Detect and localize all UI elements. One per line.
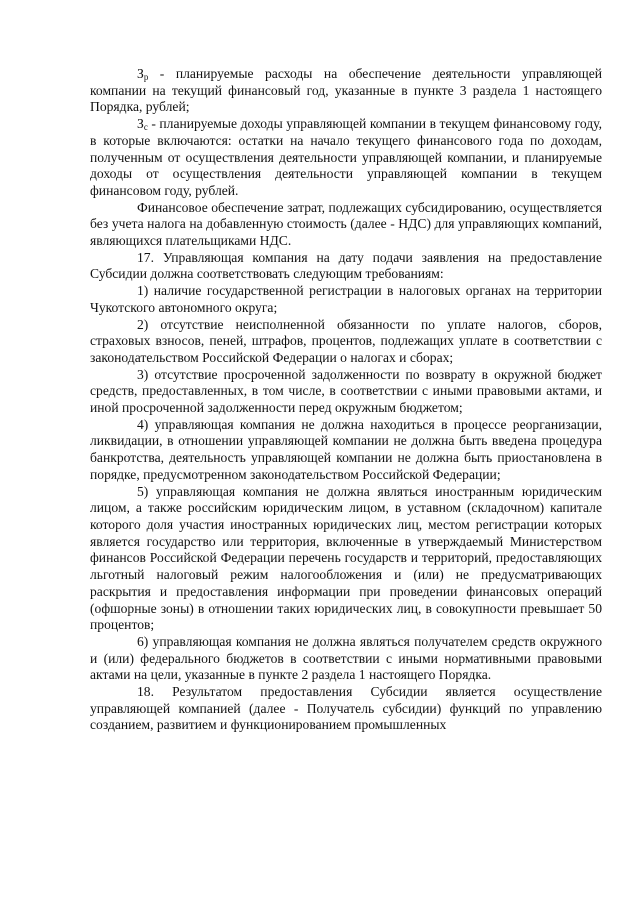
paragraph-text: - планируемые расходы на обеспечение деятельности управляющей компании на текущий финансовый год, указанные в пункте 3 раздела 1 настоящего Порядка, рублей; — [90, 66, 602, 115]
paragraph-requirement-5: 5) управляющая компания не должна являться иностранным юридическим лицом, а также российским юридическим лицом, в уставном (складочном) капитале которого доля участия иностранных юридических лиц, местом регистрации которых является государство или территория, включенные в утверждаемый Министерством финансов Российской Федерации перечень государств и территорий, предоставляющих льготный налоговый режим налогообложения и (или) не предусматривающих раскрытия и предоставления информации при проведении финансовых операций (офшорные зоны) в отношении таких юридических лиц, в совокупности превышает 50 процентов; — [90, 483, 602, 633]
paragraph-item-17: 17. Управляющая компания на дату подачи заявления на предоставление Субсидии должна соответствовать следующим требованиям: — [90, 249, 602, 282]
symbol-subscript: р — [143, 72, 149, 82]
document-body — [90, 66, 602, 734]
paragraph-expense-definition — [90, 66, 602, 116]
paragraph-text: - планируемые доходы управляющей компании в текущем финансовому году, в которые включаются: остатки на начало текущего финансового года по доходам, полученным от осуществления деятельности управляющей компании, и планируемые доходы от осуществления деятельности управляющей компании в текущем финансовом году, рублей. — [90, 116, 602, 198]
paragraph-item-18: 18. Результатом предоставления Субсидии является осуществление управляющей компанией (далее - Получатель субсидии) функций по управлению созданием, развитием и функционированием промышленных — [90, 684, 602, 733]
symbol: З — [137, 116, 144, 132]
paragraph-vat-note: Финансовое обеспечение затрат, подлежащих субсидированию, осуществляется без учета налога на добавленную стоимость (далее - НДС) для управляющих компаний, являющихся плательщиками НДС. — [90, 199, 602, 249]
symbol-subscript: с — [143, 122, 148, 133]
symbol: З — [137, 66, 144, 81]
paragraph-requirement-3: 3) отсутствие просроченной задолженности по возврату в окружной бюджет средств, предоставленных, в том числе, в соответствии с иными правовыми актами, и иной просроченной задолженности перед окружным бюджетом; — [90, 366, 602, 416]
paragraph-income-definition — [90, 116, 602, 200]
paragraph-requirement-6: 6) управляющая компания не должна являться получателем средств окружного и (или) федерального бюджетов в соответствии с иными нормативными правовыми актами на цели, указанные в пункте 2 раздела 1 настоящего Порядка. — [90, 633, 602, 683]
paragraph-requirement-4: 4) управляющая компания не должна находиться в процессе реорганизации, ликвидации, в отношении управляющей компании не должна быть введена процедура банкротства, деятельность управляющей компании не должна быть приостановлена в порядке, предусмотренном законодательством Российской Федерации; — [90, 416, 602, 482]
paragraph-requirement-1: 1) наличие государственной регистрации в налоговых органах на территории Чукотского автономного округа; — [90, 283, 602, 315]
paragraph-requirement-2: 2) отсутствие неисполненной обязанности по уплате налогов, сборов, страховых взносов, пеней, штрафов, процентов, подлежащих уплате в соответствии с законодательством Российской Федерации о налогах и сборах; — [90, 316, 602, 365]
